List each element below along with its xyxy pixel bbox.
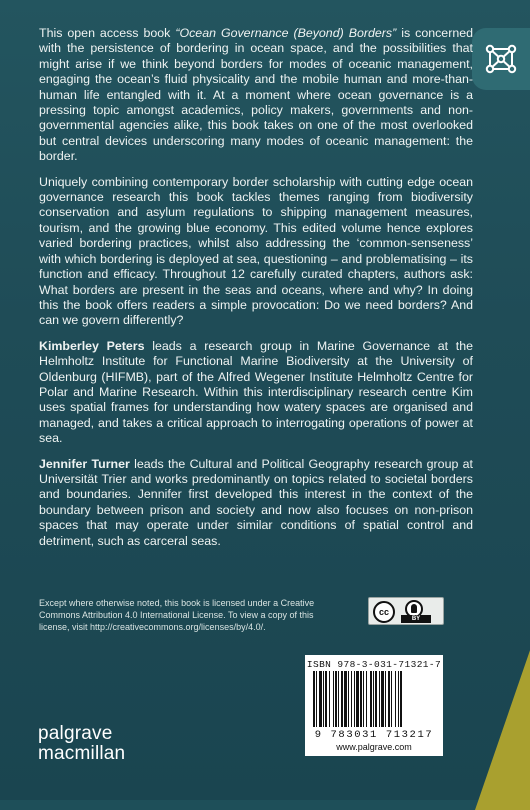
barcode-bar	[333, 671, 334, 727]
author-name: Kimberley Peters	[39, 338, 145, 353]
book-title: “Ocean Governance (Beyond) Borders”	[175, 26, 397, 40]
barcode-bar	[325, 671, 327, 727]
barcode-bar	[395, 671, 396, 727]
barcode-bar	[366, 671, 367, 727]
barcode-bar	[388, 671, 390, 727]
barcode-bar	[385, 671, 386, 727]
barcode-bar	[354, 671, 355, 727]
license-notice: Except where otherwise noted, this book is licensed under a Creative Commons Attribution 4.0 International License. To view a copy of this license, visit http://creativecommons.org/licenses/by/4.0/.	[39, 598, 315, 632]
barcode-bar	[313, 671, 315, 727]
barcode-bar	[370, 671, 372, 727]
barcode-bar	[375, 671, 377, 727]
publisher-line-1: palgrave	[38, 723, 113, 744]
barcode-bar	[398, 671, 399, 727]
open-access-badge	[472, 28, 530, 90]
barcode-bar	[341, 671, 343, 727]
creative-commons-icon: cc	[373, 601, 395, 623]
author-bio-2	[39, 457, 473, 549]
author-bio-1	[39, 339, 473, 447]
publisher-website: www.palgrave.com	[336, 742, 412, 752]
barcode-bar	[335, 671, 337, 727]
author-name: Jennifer Turner	[39, 456, 130, 471]
barcode-bar	[360, 671, 362, 727]
barcode-bar	[400, 671, 402, 727]
description-paragraph-1	[39, 26, 473, 165]
description-paragraph-2: Uniquely combining contemporary border scholarship with cutting edge ocean governance research this book tackles themes ranging from biodiversity conservation and asylum regulations to shipping management measures, tourism, and the growing blue economy. This edited volume hence explores varied bordering practices, whilst also addressing the ‘common-senseness’ with which bordering is deployed at sea, questioning – and problematising – its function and efficacy. Throughout 12 carefully curated chapters, authors ask: What borders are present in the seas and oceans, where and why? In doing this the book offers readers a simple provocation: Do we need borders? And can we govern differently?	[39, 174, 473, 328]
barcode-bar	[381, 671, 384, 727]
barcode-bars	[313, 671, 435, 727]
barcode-bar	[323, 671, 324, 727]
barcode-digits: 9 783031 713217	[314, 729, 434, 741]
barcode-bar	[379, 671, 380, 727]
barcode-bar	[391, 671, 392, 727]
publisher-line-2: macmillan	[38, 743, 126, 764]
barcode-bar	[329, 671, 330, 727]
barcode-bar	[356, 671, 359, 727]
intro-rest: is concerned with the persistence of bordering in ocean space, and the possibilities that might arise if we think beyond borders for modes of oceanic management, engaging the ocean’s fluid physicality and the mobile human and more-than-human life entangled with it. At a moment where ocean governance is a pressing topic amongst academics, policy makers, governments and non-governmental agencies alike, this book takes on one of the most overlooked but central devices underscoring many modes of oceanic management: the border.	[39, 26, 473, 164]
barcode-bar	[338, 671, 339, 727]
author-bio-text: leads a research group in Marine Governance at the Helmholtz Institute for Functional Marine Biodiversity at the University of Oldenburg (HIFMB), part of the Alfred Wegener Institute Helmholtz Centre for Polar and Marine Research. Within this interdisciplinary research centre Kim uses spatial frames for understanding how watery spaces are organised and managed, and takes a critical approach to interrogating operations of power at sea.	[39, 338, 473, 446]
intro-text: This open access book	[39, 26, 176, 40]
network-nodes-icon	[482, 40, 520, 78]
cc-by-badge	[368, 597, 444, 625]
author-bio-text: leads the Cultural and Political Geography research group at Universität Trier and works predominantly on topics related to societal borders and boundaries. Jennifer first developed this interest in the context of the boundary between prison and society and now also focuses on non-prison spaces that may operate under similar conditions of spatial control and detriment, such as carceral seas.	[39, 456, 473, 548]
barcode-bar	[348, 671, 349, 727]
barcode-bar	[373, 671, 374, 727]
barcode-panel	[305, 655, 443, 756]
barcode-bar	[344, 671, 347, 727]
isbn-label: ISBN 978-3-031-71321-7	[306, 659, 442, 670]
barcode-bar	[363, 671, 364, 727]
accent-stripe	[475, 640, 530, 810]
barcode-bar	[351, 671, 352, 727]
barcode-bar	[316, 671, 317, 727]
blurb	[39, 26, 473, 559]
barcode-bar	[319, 671, 322, 727]
by-label: BY	[401, 615, 431, 623]
publisher-logo	[38, 724, 125, 764]
